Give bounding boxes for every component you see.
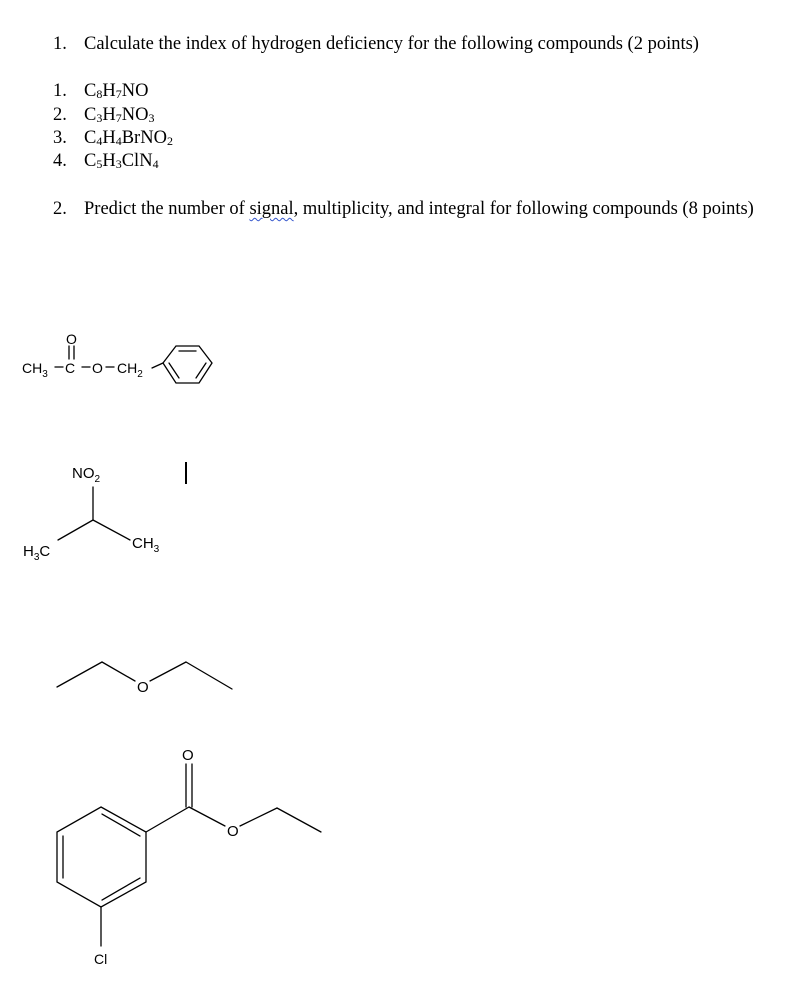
q2-text-part: Predict the number of	[84, 199, 250, 219]
q1-item-number: 1.	[53, 81, 67, 101]
methylene-label: $CH_2$	[117, 360, 143, 380]
carbon-label: C	[65, 360, 76, 376]
q1-item-formula: $C_8H_7NO$	[84, 81, 149, 101]
methyl-label: $CH_3$	[22, 360, 48, 380]
structure-ethyl-chlorobenzoate	[57, 764, 321, 946]
structure-nitropropane	[58, 487, 130, 540]
carbonyl-oxygen-label: O	[66, 331, 77, 347]
carbonyl-oxygen-label: O	[182, 747, 194, 764]
nitro-label: $NO_2$	[72, 465, 101, 485]
q1-item-number: 3.	[53, 128, 67, 148]
chlorine-label: Cl	[94, 951, 108, 967]
q1-item-number: 4.	[53, 151, 67, 171]
question-1-number: 1.	[53, 34, 67, 54]
ester-oxygen-label: O	[227, 823, 239, 840]
q2-text-part: , multiplicity, and integral for following compounds (8 points)	[293, 199, 754, 219]
spellcheck-word[interactable]: signal	[249, 199, 294, 219]
left-methyl-label: $H_3C$	[23, 543, 51, 563]
q1-item-formula: $C_4H_4BrNO_2$	[84, 128, 173, 148]
question-2-number: 2.	[53, 199, 67, 219]
ether-oxygen-label: O	[137, 679, 149, 696]
q1-item-formula: $C_5H_3ClN_4$	[84, 151, 159, 171]
right-methyl-label: $CH_3$	[132, 535, 160, 555]
ester-oxygen-label: O	[92, 360, 103, 376]
q1-item-number: 2.	[53, 105, 67, 125]
q1-item-formula: $C_3H_7NO_3$	[84, 105, 155, 125]
question-1-text: Calculate the index of hydrogen deficiency for the following compounds (2 points)	[84, 34, 699, 54]
